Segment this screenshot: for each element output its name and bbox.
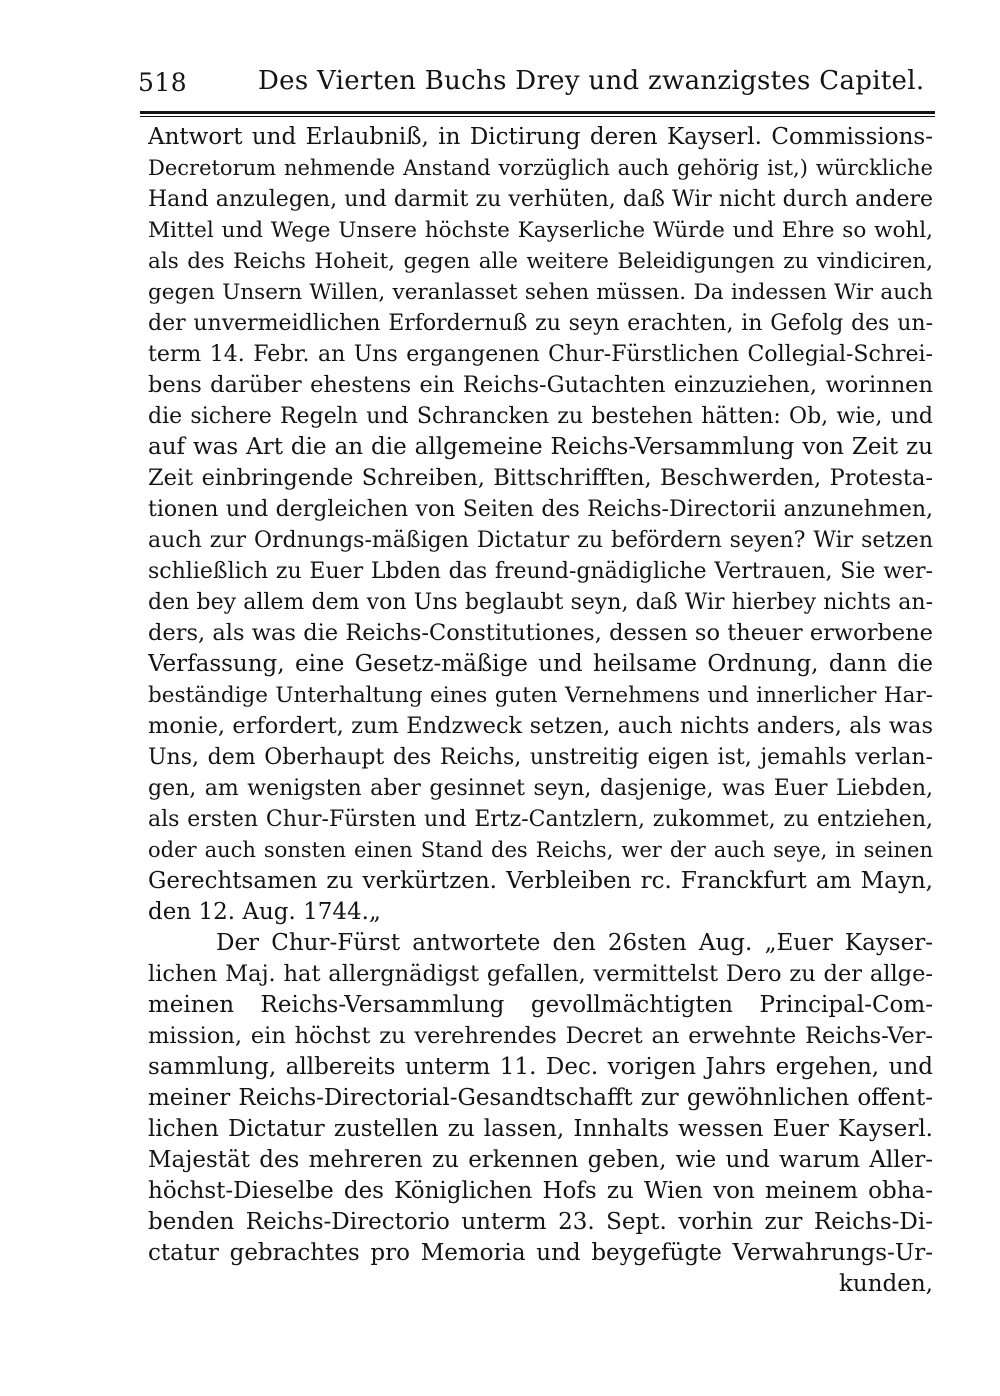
text-line: Uns, dem Oberhaupt des Reichs, unstreitig eigen ist, jemahls verlan- [148,745,933,770]
text-line: ctatur gebrachtes pro Memoria und beygefügte Verwahrungs-Ur- [148,1240,933,1266]
text-line: gegen Unsern Willen, veranlasset sehen müssen. Da indessen Wir auch [148,280,933,305]
text-line: monie, erfordert, zum Endzweck setzen, auch nichts anders, als was [148,713,933,739]
header-rule [140,111,935,114]
text-line: die sichere Regeln und Schrancken zu bestehen hätten: Ob, wie, und [148,404,933,429]
running-head: Des Vierten Buchs Drey und zwanzigstes Capitel. [258,66,925,96]
text-line: term 14. Febr. an Uns ergangenen Chur-Fürstlichen Collegial-Schrei- [148,342,933,367]
text-line: beständige Unterhaltung eines guten Vernehmens und innerlicher Har- [148,683,933,708]
text-line: Mittel und Wege Unsere höchste Kayserliche Würde und Ehre so wohl, [148,218,933,243]
text-line: Zeit einbringende Schreiben, Bittschrifften, Beschwerden, Protesta- [148,465,933,491]
text-line: bens darüber ehestens ein Reichs-Gutachten einzuziehen, worinnen [148,372,933,398]
text-line-end: den 12. Aug. 1744.„ [148,899,381,925]
text-line: lichen Dictatur zustellen zu lassen, Innhalts wessen Euer Kayserl. [148,1116,933,1142]
text-line: gen, am wenigsten aber gesinnet seyn, dasjenige, was Euer Liebden, [148,776,933,801]
text-line: benden Reichs-Directorio unterm 23. Sept. vorhin zur Reichs-Di- [148,1209,933,1235]
header-rule-thin [140,116,935,117]
catchword-line: kunden, [838,1271,933,1297]
text-line: Antwort und Erlaubniß, in Dictirung deren Kayserl. Commissions- [148,124,933,150]
text-line: Hand anzulegen, und darmit zu verhüten, daß Wir nicht durch andere [148,187,933,212]
text-line: Majestät des mehreren zu erkennen geben, wie und warum Aller- [148,1147,933,1173]
text-line: mission, ein höchst zu verehrendes Decret an erwehnte Reichs-Ver- [148,1023,933,1049]
text-line: auf was Art die an die allgemeine Reichs-Versammlung von Zeit zu [148,434,933,460]
text-line: tionen und dergleichen von Seiten des Reichs-Directorii anzunehmen, [148,497,933,522]
text-line: als ersten Chur-Fürsten und Ertz-Cantzlern, zukommet, zu entziehen, [148,807,933,832]
page-number: 518 [138,68,188,97]
text-line: ders, als was die Reichs-Constitutiones, dessen so theuer erworbene [148,620,933,646]
text-line: Gerechtsamen zu verkürtzen. Verbleiben rc. Franckfurt am Mayn, [148,868,933,894]
text-line: lichen Maj. hat allergnädigst gefallen, vermittelst Dero zu der allge- [148,961,933,987]
body-text [148,122,933,1300]
text-line: meinen Reichs-Versammlung gevollmächtigten Principal-Com- [148,992,933,1018]
text-line: höchst-Dieselbe des Königlichen Hofs zu Wien von meinem obha- [148,1178,933,1204]
text-line: auch zur Ordnungs-mäßigen Dictatur zu befördern seyen? Wir setzen [148,528,933,553]
text-line: Decretorum nehmende Anstand vorzüglich auch gehörig ist,) würckliche [148,156,933,180]
paragraph-start-line: Der Chur-Fürst antwortete den 26sten Aug. „Euer Kayser- [216,930,933,956]
text-line: oder auch sonsten einen Stand des Reichs, wer der auch seye, in seinen [148,838,933,862]
text-line: Verfassung, eine Gesetz-mäßige und heilsame Ordnung, dann die [148,651,933,677]
text-line: meiner Reichs-Directorial-Gesandtschafft zur gewöhnlichen offent- [148,1085,933,1111]
text-line: schließlich zu Euer Lbden das freund-gnädigliche Vertrauen, Sie wer- [148,559,933,584]
text-line: als des Reichs Hoheit, gegen alle weitere Beleidigungen zu vindiciren, [148,249,933,274]
text-line: der unvermeidlichen Erfordernuß zu seyn erachten, in Gefolg des un- [148,311,933,336]
text-line: den bey allem dem von Uns beglaubt seyn, daß Wir hierbey nichts an- [148,590,933,615]
text-line: sammlung, allbereits unterm 11. Dec. vorigen Jahrs ergehen, und [148,1054,933,1080]
